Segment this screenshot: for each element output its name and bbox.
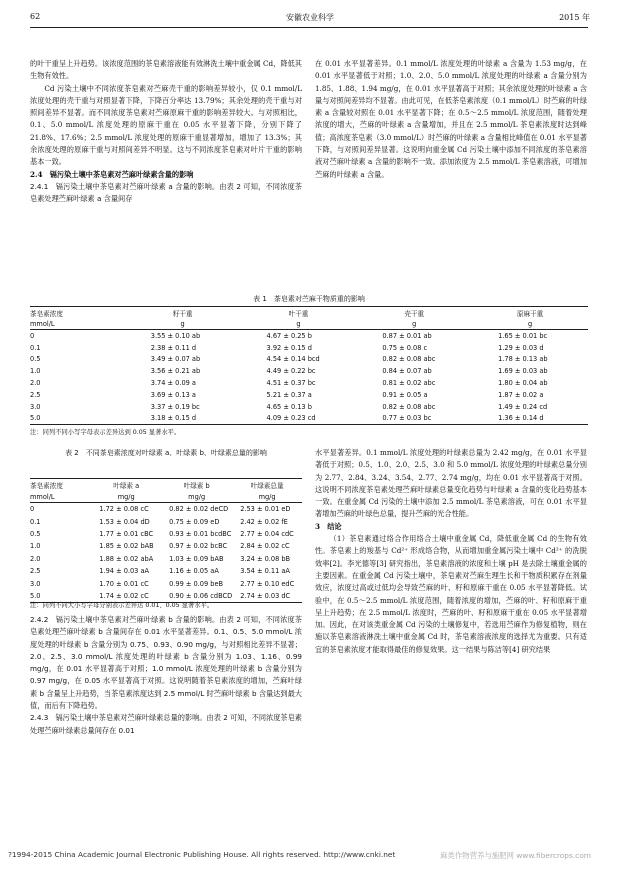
table2-cell: 1.03 ± 0.09 bAB — [169, 554, 224, 563]
table1-cell: 5.0 — [30, 414, 41, 423]
table1-row — [30, 342, 588, 354]
right-column-bottom — [315, 447, 587, 656]
table1-cell: 0.91 ± 0.05 a — [382, 390, 428, 399]
table2-cell: 0.5 — [30, 529, 41, 538]
table2-unit: mg/g — [188, 492, 206, 501]
paragraph: 水平显著差异。0.1 mmol/L 浓度处理的叶绿素总量为 2.42 mg/g，在 0.01 水平显著低于对照；0.5、1.0、2.0、2.5、3.0 和 5.0 mmol/L 浓度处理的叶绿素总量分别为 2.77、2.84、3.24、3.54、2.77、2.74 mg/g，均在 0.01 水平显著高于对照。这说明不同浓度茶皂素处理苎麻叶绿素总量变化趋势与叶绿素 a 含量的变化趋势基本一致。在重金属 Cd 污染的土壤中添加 2.5 mmol/L 茶皂素溶液，可在 0.01 水平显著增加苎麻的叶绿色总量，提升苎麻的光合性能。 — [315, 448, 587, 519]
table1-header: 叶干重 — [288, 309, 309, 318]
table1-unit: mmol/L — [30, 319, 55, 328]
table2-cell: 1.88 ± 0.02 abA — [99, 554, 154, 563]
table2-cell: 2.84 ± 0.02 cC — [240, 542, 290, 551]
table1-cell: 0.82 ± 0.08 abc — [382, 355, 436, 364]
table2-header: 叶绿素总量 — [250, 482, 284, 490]
table1-cell: 1.78 ± 0.13 ab — [498, 355, 548, 364]
table2-row — [30, 528, 302, 540]
paragraph: Cd 污染土壤中不同浓度茶皂素对苎麻壳干重的影响差异较小，仅 0.1 mmol/L 浓度处理的壳干重与对照显著下降，下降百分率达 13.79%；其余处理的壳干重与对照间差异不显著。而不同浓度茶皂素对苎麻原麻干重的影响差异较大。与对照相比，0.1、5.0 mmol/L 浓度处理的原麻干重在 0.05 水平显著下降，分别下降了 21.8%、17.6%；2.5 mmol/L 浓度处理的原麻干重显著增加，增加了 13.3%；其余浓度处理的原麻干重与对照间差异不明显。这与不同浓度茶皂素对叶片干重的影响基本一致。 — [30, 83, 302, 167]
table1-cell: 2.5 — [30, 390, 41, 399]
table1 — [30, 306, 588, 425]
table2-row — [30, 577, 302, 589]
table1-cell: 0.87 ± 0.01 ab — [382, 331, 432, 340]
table1-row — [30, 377, 588, 389]
table2-row — [30, 553, 302, 565]
table2-cell: 0.82 ± 0.02 deCD — [169, 505, 229, 514]
table1-unit: g — [527, 319, 533, 328]
table2-cell: 2.5 — [30, 567, 41, 576]
table1-row — [30, 401, 588, 413]
table1-cell: 1.65 ± 0.01 bc — [498, 331, 548, 340]
paragraph: 的叶干重呈上升趋势。该浓度范围的茶皂素溶液能有效淋洗土壤中重金属 Cd，降低其生物有效性。 — [30, 59, 302, 81]
table1-caption: 表 1 茶皂素对苎麻干物质重的影响 — [253, 295, 365, 303]
table2-cell: 2.74 ± 0.03 dC — [240, 591, 291, 600]
table2-cell: 1.72 ± 0.08 cC — [99, 505, 149, 514]
table1-row — [30, 413, 588, 425]
section-heading: 3 结论 — [315, 521, 342, 531]
table2-cell: 1.77 ± 0.01 cBC — [99, 529, 154, 538]
table1-cell: 1.69 ± 0.03 ab — [498, 367, 548, 376]
table2-row — [30, 565, 302, 577]
subsection-paragraph: 2.4.3 镉污染土壤中茶皂素对苎麻叶绿素总量的影响。由表 2 可知，不同浓度茶皂素处理苎麻叶绿素总量间存在 0.01 — [30, 713, 302, 735]
table2-cell: 1.94 ± 0.03 aA — [99, 567, 150, 576]
table2-cell: 3.0 — [30, 579, 41, 588]
table1-header: 原麻干重 — [516, 309, 544, 318]
table1-unit: g — [180, 319, 185, 328]
table2-unit: mg/g — [117, 492, 135, 501]
watermark-text: 麻类作物营养与施肥网 www.fibercrops.com — [440, 851, 591, 860]
table1-cell: 4.67 ± 0.25 b — [266, 331, 312, 340]
table2-cell: 0.93 ± 0.01 bcdBC — [169, 529, 232, 538]
paragraph: （1）茶皂素通过络合作用络合土壤中重金属 Cd，降低重金属 Cd 的生物有效性。茶皂素上的羧基与 Cd²⁺ 形成络合物，从而增加重金属污染土壤中 Cd²⁺ 的洗脱效率[2]。李光德等[3] 研究指出，茶皂素溶液的浓度和土壤 pH 是去除土壤重金属的主要因素。在重金属 Cd 污染土壤中，茶皂素对苎麻生理生长和干物质积累存在剂量效应，浓度过高或过低均会导致苎麻的叶、籽和原麻干重在 0.05 水平显著降低。试验中，在 0.5～2.5 mmol/L 浓度范围，随着浓度的增加，苎麻的叶、籽和原麻干重呈上升趋势；在 2.5 mmol/L 浓度时，苎麻的叶、籽和原麻干重在 0.05 水平显著增加。因此，在对该类重金属 Cd 污染的土壤修复中，若选用苎麻作为修复植物，则在施以茶皂素溶液淋洗土壤中重金属 Cd 时，茶皂素溶液浓度的选择尤为重要。只有适宜的茶皂素浓度才能取得最佳的修复效果。这一结果与陈洁等[4] 研究结果 — [315, 534, 587, 654]
table1-cell: 3.55 ± 0.10 ab — [150, 331, 201, 340]
page-header — [30, 8, 590, 24]
table2-cell: 3.54 ± 0.11 aA — [240, 567, 290, 576]
table1-cell: 3.0 — [30, 402, 41, 411]
table2-cell: 3.24 ± 0.08 bB — [240, 554, 291, 563]
table1-cell: 2.0 — [30, 379, 41, 388]
table1-cell: 0.75 ± 0.08 c — [382, 343, 428, 352]
table1-cell: 0.77 ± 0.03 bc — [382, 414, 432, 423]
table1-cell: 4.51 ± 0.37 bc — [266, 379, 316, 388]
table1-cell: 3.37 ± 0.19 bc — [150, 402, 200, 411]
table2-cell: 1.0 — [30, 542, 41, 551]
table2-cell: 1.53 ± 0.04 dD — [99, 517, 150, 526]
header-rule — [30, 27, 588, 28]
table1-cell: 1.29 ± 0.03 d — [498, 343, 544, 352]
table1-cell: 3.18 ± 0.15 d — [150, 414, 197, 423]
table2-cell: 1.74 ± 0.02 cC — [99, 591, 149, 600]
table2-cell: 2.77 ± 0.10 edC — [240, 579, 295, 588]
paragraph: 在 0.01 水平显著差异。0.1 mmol/L 浓度处理的叶绿素 a 含量为 1.53 mg/g，在 0.01 水平显著低于对照；1.0、2.0、5.0 mmol/L 浓度处理的叶绿素 a 含量分别为 1.85、1.88、1.94 mg/g，在 0.01 水平显著高于对照；其余浓度处理的叶绿素 a 含量与对照间差异均不显著。由此可见，在低茶皂素浓度（0.1 mmol/L）时苎麻的叶绿素 a 含量较对照在 0.01 水平显著下降；在 0.5～2.5 mmol/L 浓度范围，随着处理浓度的增大，苎麻的叶绿素 a 含量增加，并且在 2.5 mmol/L 茶皂素浓度时达到峰值；高浓度茶皂素（3.0 mmol/L）时苎麻的叶绿素 a 含量相比峰值在 0.01 水平显著下降，与对照间差异显著。这说明向重金属 Cd 污染土壤中添加不同浓度的茶皂素溶液对苎麻叶绿素 a 含量的影响不一致。添加浓度为 2.5 mmol/L 茶皂素溶液，可增加苎麻的叶绿素 a 含量。 — [315, 59, 587, 179]
table1-note: 注：同列不同小写字母表示差异达到 0.05 显著水平。 — [30, 429, 181, 436]
table2-header: 茶皂素浓度 — [30, 482, 63, 490]
table1-cell: 3.92 ± 0.15 d — [266, 343, 312, 352]
table1-cell: 3.74 ± 0.09 a — [150, 379, 196, 388]
table2-cell: 0 — [30, 505, 35, 514]
table1-cell: 0.5 — [30, 355, 41, 364]
table2-row — [30, 540, 302, 552]
table1-cell: 1.80 ± 0.04 ab — [498, 379, 548, 388]
table1-cell: 3.49 ± 0.07 ab — [150, 355, 201, 364]
table2-cell: 2.0 — [30, 554, 41, 563]
subsection-paragraph: 2.4.2 镉污染土壤中茶皂素对苎麻叶绿素 b 含量的影响。由表 2 可知，不同浓度茶皂素处理苎麻叶绿素 b 含量间存在 0.01 水平显著差异。0.1、0.5、5.0 mmol/L 浓度处理的叶绿素 b 含量分别为 0.75、0.93、0.90 mg/g，与对照相比差异不显著；2.0、2.5、3.0 mmol/L 浓度处理的叶绿素 b 含量分别为 1.03、1.16、0.99 mg/g，在 0.01 水平显著高于对照；1.0 mmol/L 浓度处理的叶绿素 b 含量分别为 0.97 mg/g，在 0.05 水平显著高于对照。这说明随着茶皂素浓度的增加，苎麻叶绿素 b 含量呈上升趋势，当茶皂素浓度达到 2.5 mmol/L 时苎麻叶绿素 b 含量达到最大值，而后有下降趋势。 — [30, 615, 302, 711]
right-column-top — [315, 58, 587, 181]
table1-unit: g — [296, 319, 301, 328]
table1-header: 壳干重 — [404, 309, 425, 318]
table1-cell: 1.49 ± 0.24 cd — [498, 402, 548, 411]
table1-row — [30, 365, 588, 377]
table2-header: 叶绿素 b — [183, 482, 210, 490]
table1-cell: 0.1 — [30, 343, 41, 352]
table1-cell: 0.81 ± 0.02 abc — [382, 379, 436, 388]
table1-cell: 4.49 ± 0.22 bc — [266, 367, 316, 376]
table1-cell: 4.54 ± 0.14 bcd — [266, 355, 320, 364]
table2-note: 注：同列不同大小写字母分别表示差异达 0.01、0.05 显著水平。 — [30, 602, 214, 609]
table1-cell: 0.82 ± 0.08 abc — [382, 402, 436, 411]
table2-cell: 2.77 ± 0.04 cdC — [240, 529, 294, 538]
table2-cell: 1.70 ± 0.01 cC — [99, 579, 149, 588]
table2-cell: 5.0 — [30, 591, 41, 600]
left-column-top — [30, 58, 302, 206]
table1-cell: 1.36 ± 0.14 d — [498, 414, 544, 423]
table2-cell: 0.90 ± 0.06 cdBCD — [169, 591, 233, 600]
page-number: 62 — [30, 12, 41, 21]
journal-year: 2015 年 — [559, 13, 590, 22]
table2-caption: 表 2 不同茶皂素浓度对叶绿素 a、叶绿素 b、叶绿素总量的影响 — [65, 449, 267, 457]
table2-unit: mmol/L — [30, 492, 55, 501]
table1-cell: 1.0 — [30, 367, 41, 376]
table1-header: 籽干重 — [172, 309, 193, 318]
section-heading: 2.4 镉污染土壤中茶皂素对苎麻叶绿素含量的影响 — [30, 169, 194, 179]
left-column-bottom — [30, 614, 302, 737]
table1-header: 茶皂素浓度 — [30, 309, 63, 318]
table1-cell: 3.69 ± 0.13 a — [150, 390, 196, 399]
journal-title: 安徽农业科学 — [286, 13, 334, 22]
table2-cell: 0.97 ± 0.02 bcBC — [169, 542, 228, 551]
table2 — [30, 478, 302, 603]
table1-row — [30, 330, 588, 342]
table1-unit: g — [412, 319, 417, 328]
table1-cell: 0 — [30, 331, 35, 340]
copyright-text: ?1994-2015 China Academic Journal Electronic Publishing House. All rights reserved. http://www.cnki.net — [8, 850, 396, 859]
table2-cell: 1.85 ± 0.02 bAB — [99, 542, 154, 551]
table2-cell: 0.1 — [30, 517, 41, 526]
table1-cell: 4.09 ± 0.23 cd — [266, 414, 316, 423]
table2-cell: 2.42 ± 0.02 fE — [240, 517, 288, 526]
table1-cell: 1.87 ± 0.02 a — [498, 390, 544, 399]
table2-cell: 0.99 ± 0.09 beB — [169, 579, 224, 588]
table1-cell: 4.65 ± 0.13 b — [266, 402, 312, 411]
table1-row — [30, 389, 588, 401]
table1-cell: 2.38 ± 0.11 d — [150, 343, 197, 352]
table2-row — [30, 503, 302, 516]
table2-unit: mg/g — [258, 492, 276, 501]
table1-cell: 0.84 ± 0.07 ab — [382, 367, 432, 376]
table2-cell: 0.75 ± 0.09 eD — [169, 517, 220, 526]
table2-cell: 2.53 ± 0.01 eD — [240, 505, 291, 514]
table1-cell: 5.21 ± 0.37 a — [266, 390, 312, 399]
table2-header: 叶绿素 a — [113, 482, 140, 490]
subsection-paragraph: 2.4.1 镉污染土壤中茶皂素对苎麻叶绿素 a 含量的影响。由表 2 可知，不同浓度茶皂素处理苎麻叶绿素 a 含量间存 — [30, 181, 302, 204]
table2-row — [30, 515, 302, 527]
table2-cell: 1.16 ± 0.05 aA — [169, 567, 219, 576]
table1-cell: 3.56 ± 0.21 ab — [150, 367, 201, 376]
table1-row — [30, 354, 588, 366]
